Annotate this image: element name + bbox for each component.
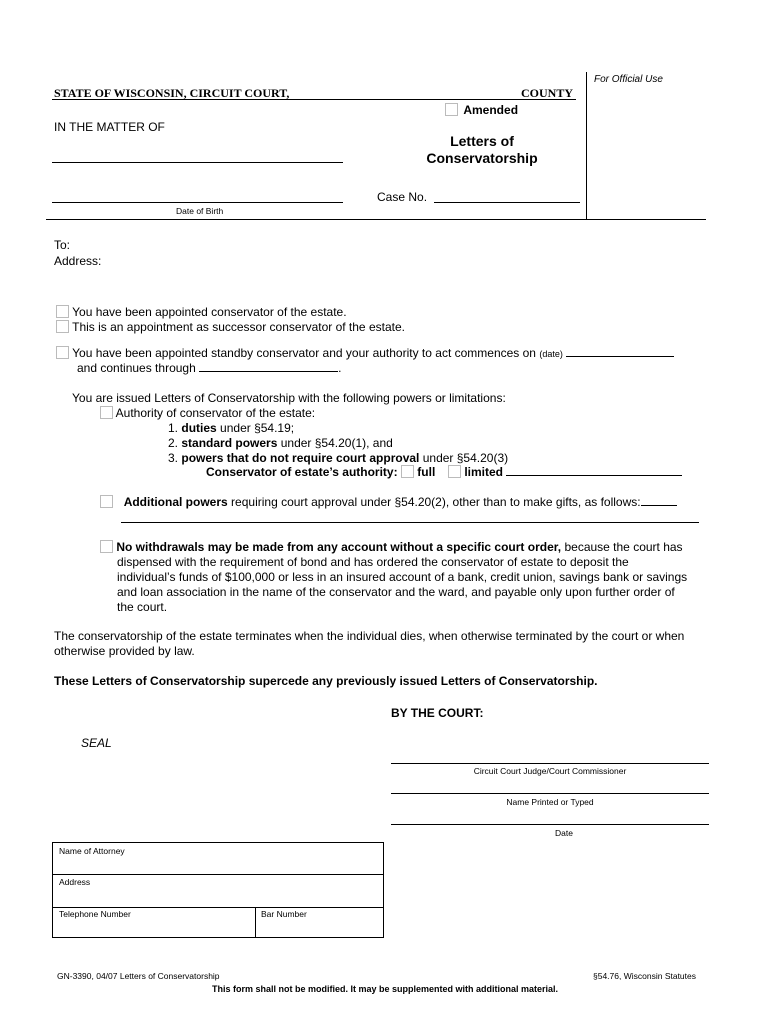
successor-checkbox[interactable] <box>56 320 69 333</box>
attorney-box-divider-1 <box>53 874 383 875</box>
power-item-1-bold: duties <box>181 421 217 435</box>
additional-powers-checkbox[interactable] <box>100 495 113 508</box>
date-of-birth-line[interactable] <box>52 202 343 203</box>
form-title-line1: Letters of <box>450 133 514 149</box>
conservator-estate-option[interactable] <box>56 305 347 319</box>
name-printed-line[interactable] <box>391 793 709 794</box>
county-line <box>52 99 576 100</box>
power-item-2-number: 2. <box>168 436 179 450</box>
standby-date-line[interactable] <box>566 346 674 357</box>
power-item-3 <box>168 451 508 465</box>
header-bottom-rule <box>46 219 706 220</box>
continues-through-period: . <box>338 361 342 375</box>
date-of-birth-label: Date of Birth <box>176 206 224 216</box>
standby-checkbox[interactable] <box>56 346 69 359</box>
authority-text: Authority of conservator of the estate: <box>115 406 316 420</box>
judge-signature-line[interactable] <box>391 763 709 764</box>
full-authority-checkbox[interactable] <box>401 465 414 478</box>
in-the-matter-of: IN THE MATTER OF <box>54 120 165 134</box>
seal-label: SEAL <box>81 736 112 750</box>
modification-notice: This form shall not be modified. It may be supplemented with additional material. <box>211 984 559 994</box>
by-the-court-label: BY THE COURT: <box>391 706 484 720</box>
attorney-bar-number-label: Bar Number <box>261 909 307 919</box>
continues-through-label: and continues through <box>77 361 196 375</box>
attorney-box-divider-3 <box>255 907 256 937</box>
supersede-notice: These Letters of Conservatorship supercede any previously issued Letters of Conservatorship. <box>54 674 598 688</box>
successor-option[interactable] <box>56 320 405 334</box>
estate-authority-label: Conservator of estate’s authority: <box>206 465 398 479</box>
address-label: Address: <box>54 254 102 268</box>
attorney-address-label: Address <box>59 877 91 887</box>
power-item-2 <box>168 436 393 450</box>
limited-authority-line[interactable] <box>506 465 682 476</box>
power-item-1 <box>168 421 294 435</box>
to-label: To: <box>54 238 71 252</box>
form-id: GN-3390, 04/07 Letters of Conservatorship <box>57 971 220 981</box>
conservator-estate-checkbox[interactable] <box>56 305 69 318</box>
attorney-info-box <box>52 842 384 938</box>
withdrawals-line3: individual’s funds of $100,000 or less in an insured account of a bank, credit union, savings bank or savings <box>117 570 688 584</box>
case-no-line[interactable] <box>434 202 580 203</box>
official-use-label: For Official Use <box>594 74 663 85</box>
attorney-name-label: Name of Attorney <box>59 846 125 856</box>
additional-powers-line[interactable] <box>641 495 677 506</box>
termination-line1: The conservatorship of the estate terminates when the individual dies, when otherwise terminated by the court or when <box>54 629 685 643</box>
power-item-3-number: 3. <box>168 451 179 465</box>
judge-label: Circuit Court Judge/Court Commissioner <box>473 766 627 776</box>
header-vertical-divider <box>586 72 587 220</box>
withdrawals-line2: dispensed with the requirement of bond and has ordered the conservator of estate to deposit the <box>117 555 629 569</box>
attorney-telephone-label: Telephone Number <box>59 909 131 919</box>
date-signature-label: Date <box>555 828 573 838</box>
termination-line2: otherwise provided by law. <box>54 644 195 658</box>
additional-powers-rest: requiring court approval under §54.20(2), other than to make gifts, as follows: <box>231 495 641 509</box>
authority-checkbox[interactable] <box>100 406 113 419</box>
withdrawals-line4: and loan association in the name of the conservator and the ward, and payable only upon further order of <box>117 585 675 599</box>
additional-powers-line-2[interactable] <box>121 522 699 523</box>
withdrawals-line1-rest: because the court has <box>564 540 683 554</box>
standby-text: You have been appointed standby conservator and your authority to act commences on <box>72 346 536 360</box>
withdrawals-option[interactable] <box>100 540 683 554</box>
attorney-box-divider-2 <box>53 907 383 908</box>
power-item-3-rest: under §54.20(3) <box>422 451 509 465</box>
power-item-3-bold: powers that do not require court approval <box>181 451 420 465</box>
continues-through-line[interactable] <box>199 361 338 372</box>
estate-authority-row <box>206 465 682 479</box>
date-signature-line[interactable] <box>391 824 709 825</box>
limited-authority-label: limited <box>464 465 503 479</box>
case-no-label: Case No. <box>377 190 428 204</box>
withdrawals-line5: the court. <box>117 600 168 614</box>
conservator-estate-text: You have been appointed conservator of the estate. <box>72 305 347 319</box>
power-item-2-rest: under §54.20(1), and <box>280 436 393 450</box>
power-item-2-bold: standard powers <box>181 436 278 450</box>
amended-checkbox[interactable] <box>445 103 458 116</box>
amended-label: Amended <box>463 103 519 117</box>
amended-option[interactable] <box>445 103 518 117</box>
name-printed-label: Name Printed or Typed <box>506 797 594 807</box>
power-item-1-number: 1. <box>168 421 179 435</box>
court-heading: STATE OF WISCONSIN, CIRCUIT COURT, <box>54 86 290 100</box>
continues-through-row <box>77 361 341 375</box>
powers-intro: You are issued Letters of Conservatorship with the following powers or limitations: <box>72 391 506 405</box>
power-item-1-rest: under §54.19; <box>220 421 295 435</box>
county-label: COUNTY <box>521 86 574 100</box>
matter-name-line[interactable] <box>52 162 343 163</box>
standby-date-label: (date) <box>539 349 563 359</box>
statute-reference: §54.76, Wisconsin Statutes <box>593 971 697 981</box>
full-authority-label: full <box>417 465 436 479</box>
authority-option[interactable] <box>100 406 315 420</box>
additional-powers-option[interactable] <box>100 495 677 509</box>
successor-text: This is an appointment as successor conservator of the estate. <box>72 320 405 334</box>
standby-option[interactable] <box>56 346 674 360</box>
form-title-line2: Conservatorship <box>426 150 538 166</box>
limited-authority-checkbox[interactable] <box>448 465 461 478</box>
withdrawals-checkbox[interactable] <box>100 540 113 553</box>
additional-powers-bold: Additional powers <box>123 495 228 509</box>
withdrawals-bold: No withdrawals may be made from any account without a specific court order, <box>116 540 562 554</box>
